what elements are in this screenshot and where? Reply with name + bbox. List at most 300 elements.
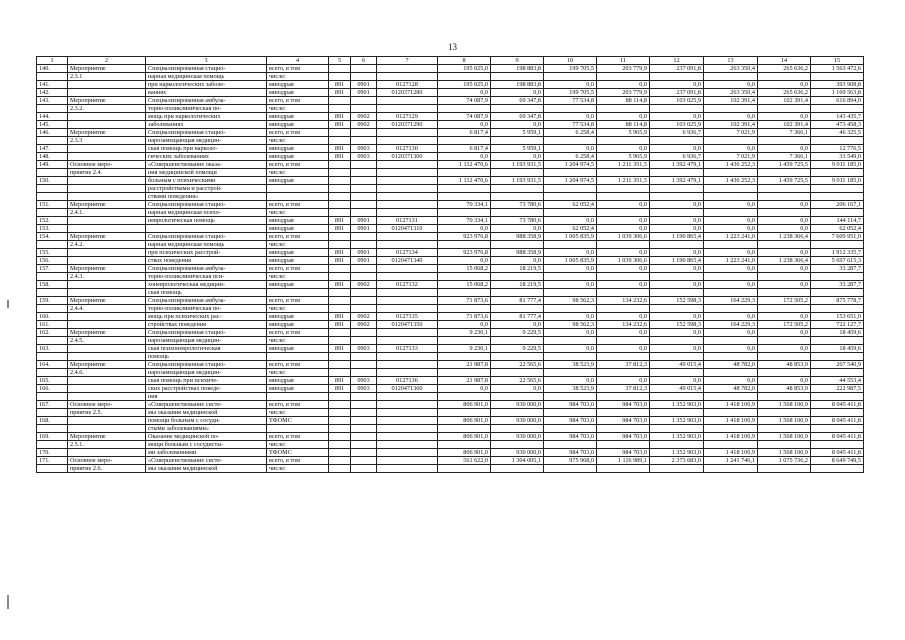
row-number: 161. (37, 321, 68, 329)
section-code (351, 177, 377, 185)
row-number (37, 105, 68, 113)
event-description: ми заболеваниями (146, 449, 267, 457)
table-row (37, 337, 864, 345)
target-code: 0127129 (377, 113, 438, 121)
grbs-code: 891 (329, 257, 351, 265)
amount-cell: 152 598,3 (650, 297, 704, 305)
amount-cell (650, 169, 704, 177)
amount-cell: 8 045 411,8 (811, 449, 864, 457)
section-code (351, 201, 377, 209)
event-name (68, 313, 146, 321)
grbs-code (329, 177, 351, 185)
event-name (68, 193, 146, 201)
table-row (37, 257, 864, 265)
event-description: Специализированная стацио- (146, 201, 267, 209)
grbs-code (329, 65, 351, 73)
event-description: Специализированная стацио- (146, 129, 267, 137)
section-code (351, 441, 377, 449)
amount-cell (597, 185, 650, 193)
grbs-code (329, 457, 351, 465)
amount-cell: 203 779,9 (597, 89, 650, 97)
amount-cell: 74 087,9 (438, 97, 491, 105)
section-code (351, 73, 377, 81)
amount-cell: 1 211 351,5 (597, 161, 650, 169)
amount-cell (491, 353, 544, 361)
target-code (377, 369, 438, 377)
amount-cell: 0,0 (597, 329, 650, 337)
target-code (377, 193, 438, 201)
event-name: 2.4.3. (68, 273, 146, 281)
amount-cell (704, 193, 758, 201)
grbs-code (329, 369, 351, 377)
table-row (37, 305, 864, 313)
event-description: помощи больным с сосуди- (146, 417, 267, 425)
event-name (68, 177, 146, 185)
amount-cell: 102 391,4 (704, 97, 758, 105)
amount-cell: 0,0 (597, 249, 650, 257)
row-number: 152. (37, 217, 68, 225)
row-number: 141. (37, 81, 68, 89)
amount-cell: 0,0 (758, 81, 811, 89)
table-row (37, 417, 864, 425)
amount-cell: 77 534,8 (544, 121, 597, 129)
amount-cell: 18 219,5 (491, 265, 544, 273)
financing-source: минздрав (267, 321, 329, 329)
event-description: Специализированная амбула- (146, 97, 267, 105)
amount-cell: 7 366,1 (758, 153, 811, 161)
amount-cell (704, 337, 758, 345)
amount-cell: 199 705,5 (544, 89, 597, 97)
row-number: 155. (37, 249, 68, 257)
amount-cell: 2 373 683,0 (650, 457, 704, 465)
amount-cell (758, 273, 811, 281)
amount-cell (491, 105, 544, 113)
margin-mark (7, 300, 9, 308)
row-number: 166. (37, 385, 68, 393)
amount-cell (438, 465, 491, 473)
amount-cell (758, 369, 811, 377)
amount-cell: 206 167,1 (811, 201, 864, 209)
amount-cell (758, 289, 811, 297)
amount-cell (704, 289, 758, 297)
row-number (37, 137, 68, 145)
amount-cell (491, 209, 544, 217)
target-code: 0120471350 (377, 321, 438, 329)
financing-source: минздрав (267, 145, 329, 153)
amount-cell: 102 391,4 (758, 121, 811, 129)
amount-cell: 18 219,5 (491, 281, 544, 289)
amount-cell: 7 021,9 (704, 153, 758, 161)
section-code: 0903 (351, 153, 377, 161)
event-description: ния (146, 393, 267, 401)
amount-cell: 393 908,8 (811, 81, 864, 89)
amount-cell: 103 025,9 (650, 97, 704, 105)
amount-cell (544, 241, 597, 249)
amount-cell: 1 352 903,0 (650, 401, 704, 409)
section-code (351, 65, 377, 73)
event-name: 2.4.2. (68, 241, 146, 249)
amount-cell: 22 565,6 (491, 377, 544, 385)
row-number: 154. (37, 233, 68, 241)
event-name (68, 449, 146, 457)
amount-cell: 1 418 100,9 (704, 417, 758, 425)
amount-cell (650, 409, 704, 417)
event-name: 2.5.1. (68, 441, 146, 449)
grbs-code (329, 185, 351, 193)
event-description: нарная медицинская помощь (146, 73, 267, 81)
table-row (37, 409, 864, 417)
amount-cell: 9 230,1 (438, 345, 491, 353)
amount-cell: 1 436 252,3 (704, 161, 758, 169)
section-code: 0901 (351, 81, 377, 89)
amount-cell (438, 209, 491, 217)
financing-source (267, 425, 329, 433)
event-name: 2.4.6. (68, 369, 146, 377)
amount-cell (650, 425, 704, 433)
amount-cell (811, 105, 864, 113)
amount-cell (597, 169, 650, 177)
table-row (37, 89, 864, 97)
amount-cell: 48 853,9 (758, 361, 811, 369)
event-name: Мероприятие (68, 265, 146, 273)
amount-cell (704, 273, 758, 281)
row-number (37, 353, 68, 361)
amount-cell (650, 185, 704, 193)
event-name (68, 417, 146, 425)
amount-cell: 0,0 (704, 81, 758, 89)
amount-cell: 0,0 (758, 313, 811, 321)
row-number (37, 169, 68, 177)
event-name: приятие 2.4. (68, 169, 146, 177)
amount-cell (650, 393, 704, 401)
event-name: Основное меро- (68, 457, 146, 465)
amount-cell: 0,0 (704, 145, 758, 153)
financing-source: минздрав (267, 177, 329, 185)
section-code (351, 97, 377, 105)
amount-cell: 0,0 (597, 377, 650, 385)
amount-cell: 48 853,9 (758, 385, 811, 393)
table-row (37, 281, 864, 289)
event-name (68, 425, 146, 433)
amount-cell (438, 193, 491, 201)
amount-cell (438, 273, 491, 281)
section-code (351, 449, 377, 457)
event-name (68, 257, 146, 265)
event-name: 2.3.2. (68, 105, 146, 113)
target-code (377, 449, 438, 457)
amount-cell: 203 779,9 (597, 65, 650, 73)
amount-cell: 152 598,3 (650, 321, 704, 329)
financing-source (267, 193, 329, 201)
event-name: Мероприятие (68, 201, 146, 209)
amount-cell: 0,0 (704, 281, 758, 289)
amount-cell (704, 137, 758, 145)
amount-cell: 0,0 (544, 145, 597, 153)
amount-cell (438, 105, 491, 113)
amount-cell: 0,0 (597, 265, 650, 273)
grbs-code (329, 417, 351, 425)
table-row (37, 129, 864, 137)
amount-cell (811, 465, 864, 473)
amount-cell (438, 73, 491, 81)
amount-cell: 0,0 (758, 249, 811, 257)
table-row (37, 81, 864, 89)
row-number: 163. (37, 345, 68, 353)
amount-cell: 561 622,0 (438, 457, 491, 465)
row-number: 159. (37, 297, 68, 305)
grbs-code: 891 (329, 145, 351, 153)
grbs-code (329, 305, 351, 313)
event-name (68, 185, 146, 193)
event-description: «Совершенствование систе- (146, 457, 267, 465)
amount-cell: 195 025,0 (438, 65, 491, 73)
amount-cell (597, 289, 650, 297)
target-code: 0127133 (377, 345, 438, 353)
amount-cell: 930 000,0 (491, 417, 544, 425)
section-code (351, 329, 377, 337)
row-number: 171. (37, 457, 68, 465)
amount-cell: 48 782,0 (704, 361, 758, 369)
amount-cell (491, 409, 544, 417)
amount-cell: 984 703,0 (597, 417, 650, 425)
table-row (37, 361, 864, 369)
financing-source: числе: (267, 169, 329, 177)
event-name: Мероприятие (68, 97, 146, 105)
amount-cell: 49 015,4 (650, 385, 704, 393)
amount-cell: 1 075 736,2 (758, 457, 811, 465)
section-code (351, 361, 377, 369)
event-description: ская помощь при психиче- (146, 377, 267, 385)
amount-cell (544, 289, 597, 297)
row-number (37, 305, 68, 313)
amount-cell: 37 812,3 (597, 361, 650, 369)
amount-cell: 988 358,9 (491, 249, 544, 257)
section-code (351, 169, 377, 177)
amount-cell (491, 185, 544, 193)
amount-cell: 1 238 366,4 (758, 233, 811, 241)
financing-source: минздрав (267, 153, 329, 161)
amount-cell (597, 353, 650, 361)
amount-cell (650, 209, 704, 217)
amount-cell (758, 441, 811, 449)
row-number: 151. (37, 201, 68, 209)
financing-source: всего, в том (267, 97, 329, 105)
event-description: ская помощь (146, 289, 267, 297)
amount-cell: 1 223 241,0 (704, 233, 758, 241)
amount-cell (704, 185, 758, 193)
grbs-code (329, 161, 351, 169)
amount-cell: 18 459,6 (811, 329, 864, 337)
section-code (351, 457, 377, 465)
row-number: 164. (37, 361, 68, 369)
target-code (377, 265, 438, 273)
event-name (68, 113, 146, 121)
grbs-code (329, 241, 351, 249)
section-code (351, 337, 377, 345)
section-code (351, 409, 377, 417)
amount-cell (811, 369, 864, 377)
event-description: нарная медицинская психо- (146, 209, 267, 217)
amount-cell: 0,0 (704, 313, 758, 321)
amount-cell (491, 193, 544, 201)
amount-cell: 1 039 306,6 (597, 233, 650, 241)
event-name: Основное меро- (68, 401, 146, 409)
column-number: 10 (544, 57, 597, 65)
amount-cell: 88 114,8 (597, 121, 650, 129)
amount-cell: 0,0 (650, 145, 704, 153)
amount-cell: 0,0 (758, 113, 811, 121)
event-name: Мероприятие (68, 361, 146, 369)
financing-source: числе: (267, 337, 329, 345)
table-body (37, 57, 864, 473)
amount-cell (758, 105, 811, 113)
financing-source: всего, в том (267, 233, 329, 241)
amount-cell: 9 229,5 (491, 329, 544, 337)
amount-cell: 153 651,0 (811, 313, 864, 321)
row-number: 153. (37, 225, 68, 233)
amount-cell: 0,0 (597, 113, 650, 121)
grbs-code (329, 353, 351, 361)
amount-cell: 0,0 (704, 225, 758, 233)
amount-cell (544, 441, 597, 449)
amount-cell: 0,0 (650, 281, 704, 289)
event-name (68, 249, 146, 257)
financing-source: числе: (267, 409, 329, 417)
amount-cell: 21 987,8 (438, 361, 491, 369)
target-code (377, 409, 438, 417)
amount-cell (650, 73, 704, 81)
amount-cell: 0,0 (491, 121, 544, 129)
grbs-code (329, 273, 351, 281)
amount-cell: 48 782,0 (704, 385, 758, 393)
section-code (351, 465, 377, 473)
column-number: 14 (758, 57, 811, 65)
target-code (377, 241, 438, 249)
amount-cell: 9 229,5 (491, 345, 544, 353)
table-row (37, 385, 864, 393)
table-row (37, 369, 864, 377)
amount-cell (811, 209, 864, 217)
amount-cell: 22 565,6 (491, 361, 544, 369)
table-row (37, 233, 864, 241)
section-code: 0901 (351, 225, 377, 233)
section-code (351, 297, 377, 305)
amount-cell: 1 563 472,6 (811, 65, 864, 73)
amount-cell: 8 045 411,8 (811, 417, 864, 425)
table-row (37, 137, 864, 145)
amount-cell: 984 703,0 (597, 449, 650, 457)
amount-cell: 984 703,0 (597, 433, 650, 441)
amount-cell: 71 873,6 (438, 313, 491, 321)
grbs-code (329, 169, 351, 177)
amount-cell (704, 241, 758, 249)
amount-cell: 806 901,0 (438, 417, 491, 425)
section-code (351, 401, 377, 409)
amount-cell (597, 393, 650, 401)
amount-cell: 0,0 (758, 217, 811, 225)
financing-source: всего, в том (267, 297, 329, 305)
amount-cell (438, 409, 491, 417)
table-row (37, 449, 864, 457)
financing-source (267, 289, 329, 297)
grbs-code: 891 (329, 377, 351, 385)
amount-cell (811, 193, 864, 201)
amount-cell: 984 703,0 (544, 449, 597, 457)
amount-cell: 0,0 (650, 217, 704, 225)
amount-cell: 0,0 (544, 265, 597, 273)
row-number: 167. (37, 401, 68, 409)
amount-cell (650, 305, 704, 313)
table-row (37, 465, 864, 473)
amount-cell: 0,0 (758, 201, 811, 209)
amount-cell: 1 241 746,1 (704, 457, 758, 465)
financing-source: всего, в том (267, 265, 329, 273)
target-code (377, 185, 438, 193)
section-code: 0903 (351, 377, 377, 385)
section-code (351, 369, 377, 377)
event-name (68, 81, 146, 89)
event-description: Специализированная стацио- (146, 233, 267, 241)
grbs-code: 891 (329, 81, 351, 89)
amount-cell (704, 169, 758, 177)
amount-cell (438, 289, 491, 297)
grbs-code: 891 (329, 89, 351, 97)
row-number: 143. (37, 97, 68, 105)
financing-source: всего, в том (267, 201, 329, 209)
amount-cell: 0,0 (650, 345, 704, 353)
section-code (351, 273, 377, 281)
amount-cell: 975 968,0 (544, 457, 597, 465)
target-code (377, 65, 438, 73)
amount-cell (650, 465, 704, 473)
amount-cell: 0,0 (491, 321, 544, 329)
row-number: 140. (37, 65, 68, 73)
section-code (351, 233, 377, 241)
column-number: 1 (37, 57, 68, 65)
row-number: 148. (37, 153, 68, 161)
table-row (37, 161, 864, 169)
table-row (37, 121, 864, 129)
section-code: 0903 (351, 345, 377, 353)
amount-cell (438, 305, 491, 313)
row-number (37, 409, 68, 417)
amount-cell: 38 523,9 (544, 361, 597, 369)
amount-cell: 0,0 (544, 345, 597, 353)
amount-cell: 0,0 (597, 145, 650, 153)
amount-cell: 6 817,4 (438, 145, 491, 153)
amount-cell (491, 305, 544, 313)
grbs-code: 891 (329, 249, 351, 257)
financing-source: всего, в том (267, 329, 329, 337)
amount-cell: 1 223 241,0 (704, 257, 758, 265)
amount-cell: 0,0 (438, 153, 491, 161)
amount-cell: 21 987,8 (438, 377, 491, 385)
amount-cell: 164 229,3 (704, 297, 758, 305)
amount-cell: 1 459 725,5 (758, 177, 811, 185)
event-description: «Совершенствование оказа- (146, 161, 267, 169)
target-code (377, 465, 438, 473)
row-number: 160. (37, 313, 68, 321)
amount-cell: 616 894,0 (811, 97, 864, 105)
table-row (37, 193, 864, 201)
amount-cell: 98 562,3 (544, 321, 597, 329)
target-code (377, 161, 438, 169)
amount-cell: 6 258,4 (544, 129, 597, 137)
amount-cell: 1 211 351,5 (597, 177, 650, 185)
financing-source: минздрав (267, 217, 329, 225)
amount-cell: 5 959,1 (491, 129, 544, 137)
amount-cell (438, 337, 491, 345)
